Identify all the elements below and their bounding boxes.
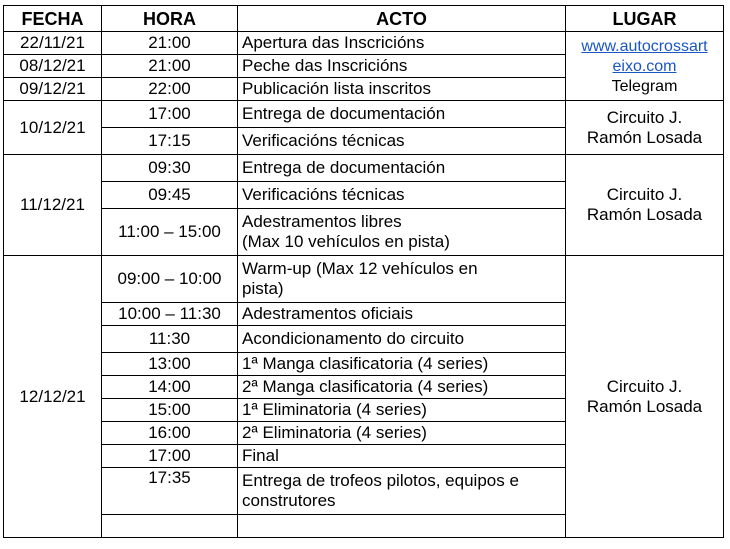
lugar-line1: Circuito J. <box>606 376 683 396</box>
header-acto: ACTO <box>238 6 566 32</box>
table-row <box>4 256 724 303</box>
acto-cell: Final <box>238 445 566 468</box>
acto-cell: 1ª Eliminatoria (4 series) <box>238 399 566 422</box>
lugar-line2: Ramón Losada <box>586 205 703 224</box>
hora-cell: 21:00 <box>102 55 238 78</box>
header-hora: HORA <box>102 6 238 32</box>
acto-cell <box>238 256 566 303</box>
hora-cell: 09:30 <box>102 155 238 182</box>
header-fecha: FECHA <box>4 6 102 32</box>
acto-line2: (Max 10 vehículos en pista) <box>242 232 450 251</box>
acto-cell: Adestramentos oficiais <box>238 303 566 326</box>
hora-cell: 09:45 <box>102 182 238 209</box>
lugar-line1: Circuito J. <box>606 107 683 127</box>
lugar-cell <box>566 256 724 538</box>
acto-cell: 2ª Eliminatoria (4 series) <box>238 422 566 445</box>
acto-cell: Entrega de documentación <box>238 155 566 182</box>
fecha-cell: 11/12/21 <box>4 155 102 256</box>
acto-cell: Apertura das Inscricións <box>238 32 566 55</box>
acto-cell <box>238 209 566 256</box>
acto-cell <box>238 468 566 515</box>
lugar-cell <box>566 101 724 155</box>
acto-cell <box>238 515 566 538</box>
hora-cell: 09:00 – 10:00 <box>102 256 238 303</box>
hora-cell: 10:00 – 11:30 <box>102 303 238 326</box>
hora-cell: 17:35 <box>102 468 238 515</box>
acto-line2: construtores <box>242 491 336 510</box>
website-link-part1[interactable]: www.autocrossart <box>581 38 708 55</box>
table-row <box>4 32 724 55</box>
fecha-cell: 09/12/21 <box>4 78 102 101</box>
fecha-cell: 12/12/21 <box>4 256 102 538</box>
hora-cell: 21:00 <box>102 32 238 55</box>
hora-cell: 14:00 <box>102 376 238 399</box>
acto-cell: Verificacións técnicas <box>238 182 566 209</box>
table-row <box>4 101 724 128</box>
header-lugar: LUGAR <box>566 6 724 32</box>
hora-cell: 17:00 <box>102 445 238 468</box>
fecha-cell: 10/12/21 <box>4 101 102 155</box>
acto-line2: pista) <box>242 279 284 298</box>
acto-cell: Peche das Inscricións <box>238 55 566 78</box>
lugar-line1: Circuito J. <box>606 185 683 204</box>
hora-cell: 22:00 <box>102 78 238 101</box>
acto-cell: Verificacións técnicas <box>238 128 566 155</box>
hora-cell: 17:15 <box>102 128 238 155</box>
acto-line1: Adestramentos libres <box>242 212 402 231</box>
hora-cell: 16:00 <box>102 422 238 445</box>
fecha-cell: 22/11/21 <box>4 32 102 55</box>
hora-cell <box>102 515 238 538</box>
lugar-line2: Ramón Losada <box>586 127 703 147</box>
header-row <box>4 6 724 32</box>
lugar-line2: Ramón Losada <box>586 396 703 416</box>
acto-line1: Warm-up (Max 12 vehículos en <box>242 259 478 278</box>
telegram-text: Telegram <box>611 78 678 95</box>
acto-cell: Publicación lista inscritos <box>238 78 566 101</box>
schedule-table <box>3 5 724 538</box>
lugar-cell <box>566 32 724 101</box>
acto-line1: Entrega de trofeos pilotos, equipos e <box>242 471 519 490</box>
acto-cell: 2ª Manga clasificatoria (4 series) <box>238 376 566 399</box>
hora-cell: 11:00 – 15:00 <box>102 209 238 256</box>
hora-cell: 15:00 <box>102 399 238 422</box>
hora-cell: 11:30 <box>102 326 238 353</box>
website-link[interactable] <box>581 38 707 75</box>
hora-cell: 13:00 <box>102 353 238 376</box>
table-row <box>4 155 724 182</box>
lugar-cell <box>566 155 724 256</box>
fecha-cell: 08/12/21 <box>4 55 102 78</box>
acto-cell: 1ª Manga clasificatoria (4 series) <box>238 353 566 376</box>
acto-cell: Acondicionamento do circuito <box>238 326 566 353</box>
acto-cell: Entrega de documentación <box>238 101 566 128</box>
hora-cell: 17:00 <box>102 101 238 128</box>
website-link-part2[interactable]: eixo.com <box>612 58 677 75</box>
